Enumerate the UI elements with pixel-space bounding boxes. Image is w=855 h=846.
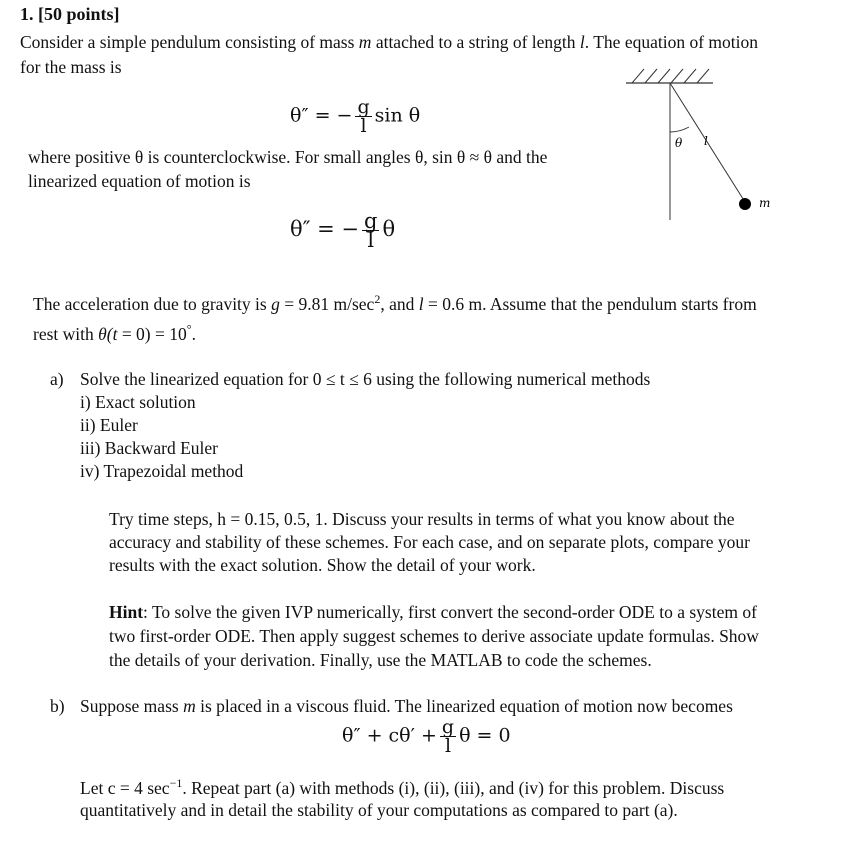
part-b-line-2: quantitatively and in detail the stability of your computations as compared to part (a). <box>80 800 678 820</box>
gravity-line-2 <box>33 322 196 345</box>
eq-lhs: θ″ = − <box>290 104 353 127</box>
text: is placed in a viscous fluid. The linearized equation of motion now becomes <box>195 696 733 716</box>
var-m: m <box>358 32 372 52</box>
exponent: 2 <box>374 292 381 306</box>
hint-label: Hint <box>109 602 144 622</box>
part-b-label: b) <box>50 696 65 716</box>
part-b-let-line <box>80 776 724 799</box>
eq-num: g <box>364 209 378 233</box>
angle-arc <box>670 127 689 132</box>
eq-den: l <box>360 115 367 137</box>
mass-label: m <box>759 196 771 210</box>
hint-line: two first-order ODE. Then apply suggest schemes to derive associate update formulas. Show <box>109 626 759 646</box>
eq-num: g <box>441 716 455 738</box>
text: = 0) = 10 <box>117 323 187 344</box>
equation-damped <box>342 718 511 755</box>
method-item: iv) Trapezoidal method <box>80 461 244 481</box>
theta-label: θ <box>675 136 683 150</box>
text: Consider a simple pendulum consisting of mass <box>20 32 359 52</box>
length-label: l <box>704 134 708 148</box>
eq-den: l <box>444 735 452 757</box>
text: . <box>191 323 196 344</box>
var-theta: θ(t <box>98 323 118 344</box>
problem-title: 1. [50 points] <box>20 4 120 24</box>
eq-lhs: θ″ = − <box>290 217 360 241</box>
part-a-text: Solve the linearized equation for 0 ≤ t ≤ 6 using the following numerical methods <box>80 369 651 389</box>
text: Let c = 4 sec <box>80 777 170 798</box>
ceiling-hatch <box>632 69 709 83</box>
text: , and <box>380 293 419 314</box>
try-line: Try time steps, h = 0.15, 0.5, 1. Discuss your results in terms of what you know about the <box>109 509 735 529</box>
text: The acceleration due to gravity is <box>33 293 272 314</box>
eq-lhs: θ″ + cθ′ + <box>342 724 437 747</box>
eq-rhs: sin θ <box>374 104 421 127</box>
text: = 0.6 m. Assume that the pendulum starts from <box>423 293 757 314</box>
equation-linear <box>290 209 396 252</box>
intro-line-2: for the mass is <box>20 57 122 77</box>
text: rest with <box>33 323 99 344</box>
var-g: g <box>271 293 280 314</box>
method-item: i) Exact solution <box>80 392 196 412</box>
gravity-line-1 <box>33 292 757 315</box>
var-l: l <box>418 293 424 314</box>
text: attached to a string of length <box>371 32 580 52</box>
exponent: −1 <box>169 776 183 790</box>
degree: ° <box>186 322 192 336</box>
where-line-2: linearized equation of motion is <box>28 171 251 191</box>
try-line: results with the exact solution. Show the detail of your work. <box>109 555 536 575</box>
eq-num: g <box>357 96 370 118</box>
part-b-text <box>80 696 733 717</box>
text: = 9.81 m/sec <box>279 293 375 314</box>
equation-nonlinear <box>290 98 420 135</box>
hint-line: the details of your derivation. Finally, use the MATLAB to code the schemes. <box>109 650 652 670</box>
method-item: iii) Backward Euler <box>80 438 219 458</box>
intro-line-1 <box>20 32 758 53</box>
method-item: ii) Euler <box>80 415 138 435</box>
part-a-label: a) <box>50 369 64 389</box>
eq-rhs: θ <box>382 217 396 241</box>
eq-rhs: θ = 0 <box>459 724 511 747</box>
where-line-1: where positive θ is counterclockwise. For small angles θ, sin θ ≈ θ and the <box>28 147 548 167</box>
eq-den: l <box>367 228 375 252</box>
pendulum-figure <box>620 60 780 230</box>
var-l: l <box>579 32 585 52</box>
var-m: m <box>183 696 196 716</box>
text: . Repeat part (a) with methods (i), (ii), (iii), and (iv) for this problem. Discuss <box>182 777 725 798</box>
try-line: accuracy and stability of these schemes. For each case, and on separate plots, compare your <box>109 532 750 552</box>
text: : To solve the given IVP numerically, first convert the second-order ODE to a system of <box>143 602 757 622</box>
text: . The equation of motion <box>584 32 758 52</box>
hint-line <box>109 602 757 623</box>
mass-bob <box>739 198 751 210</box>
text: Suppose mass <box>80 696 184 716</box>
